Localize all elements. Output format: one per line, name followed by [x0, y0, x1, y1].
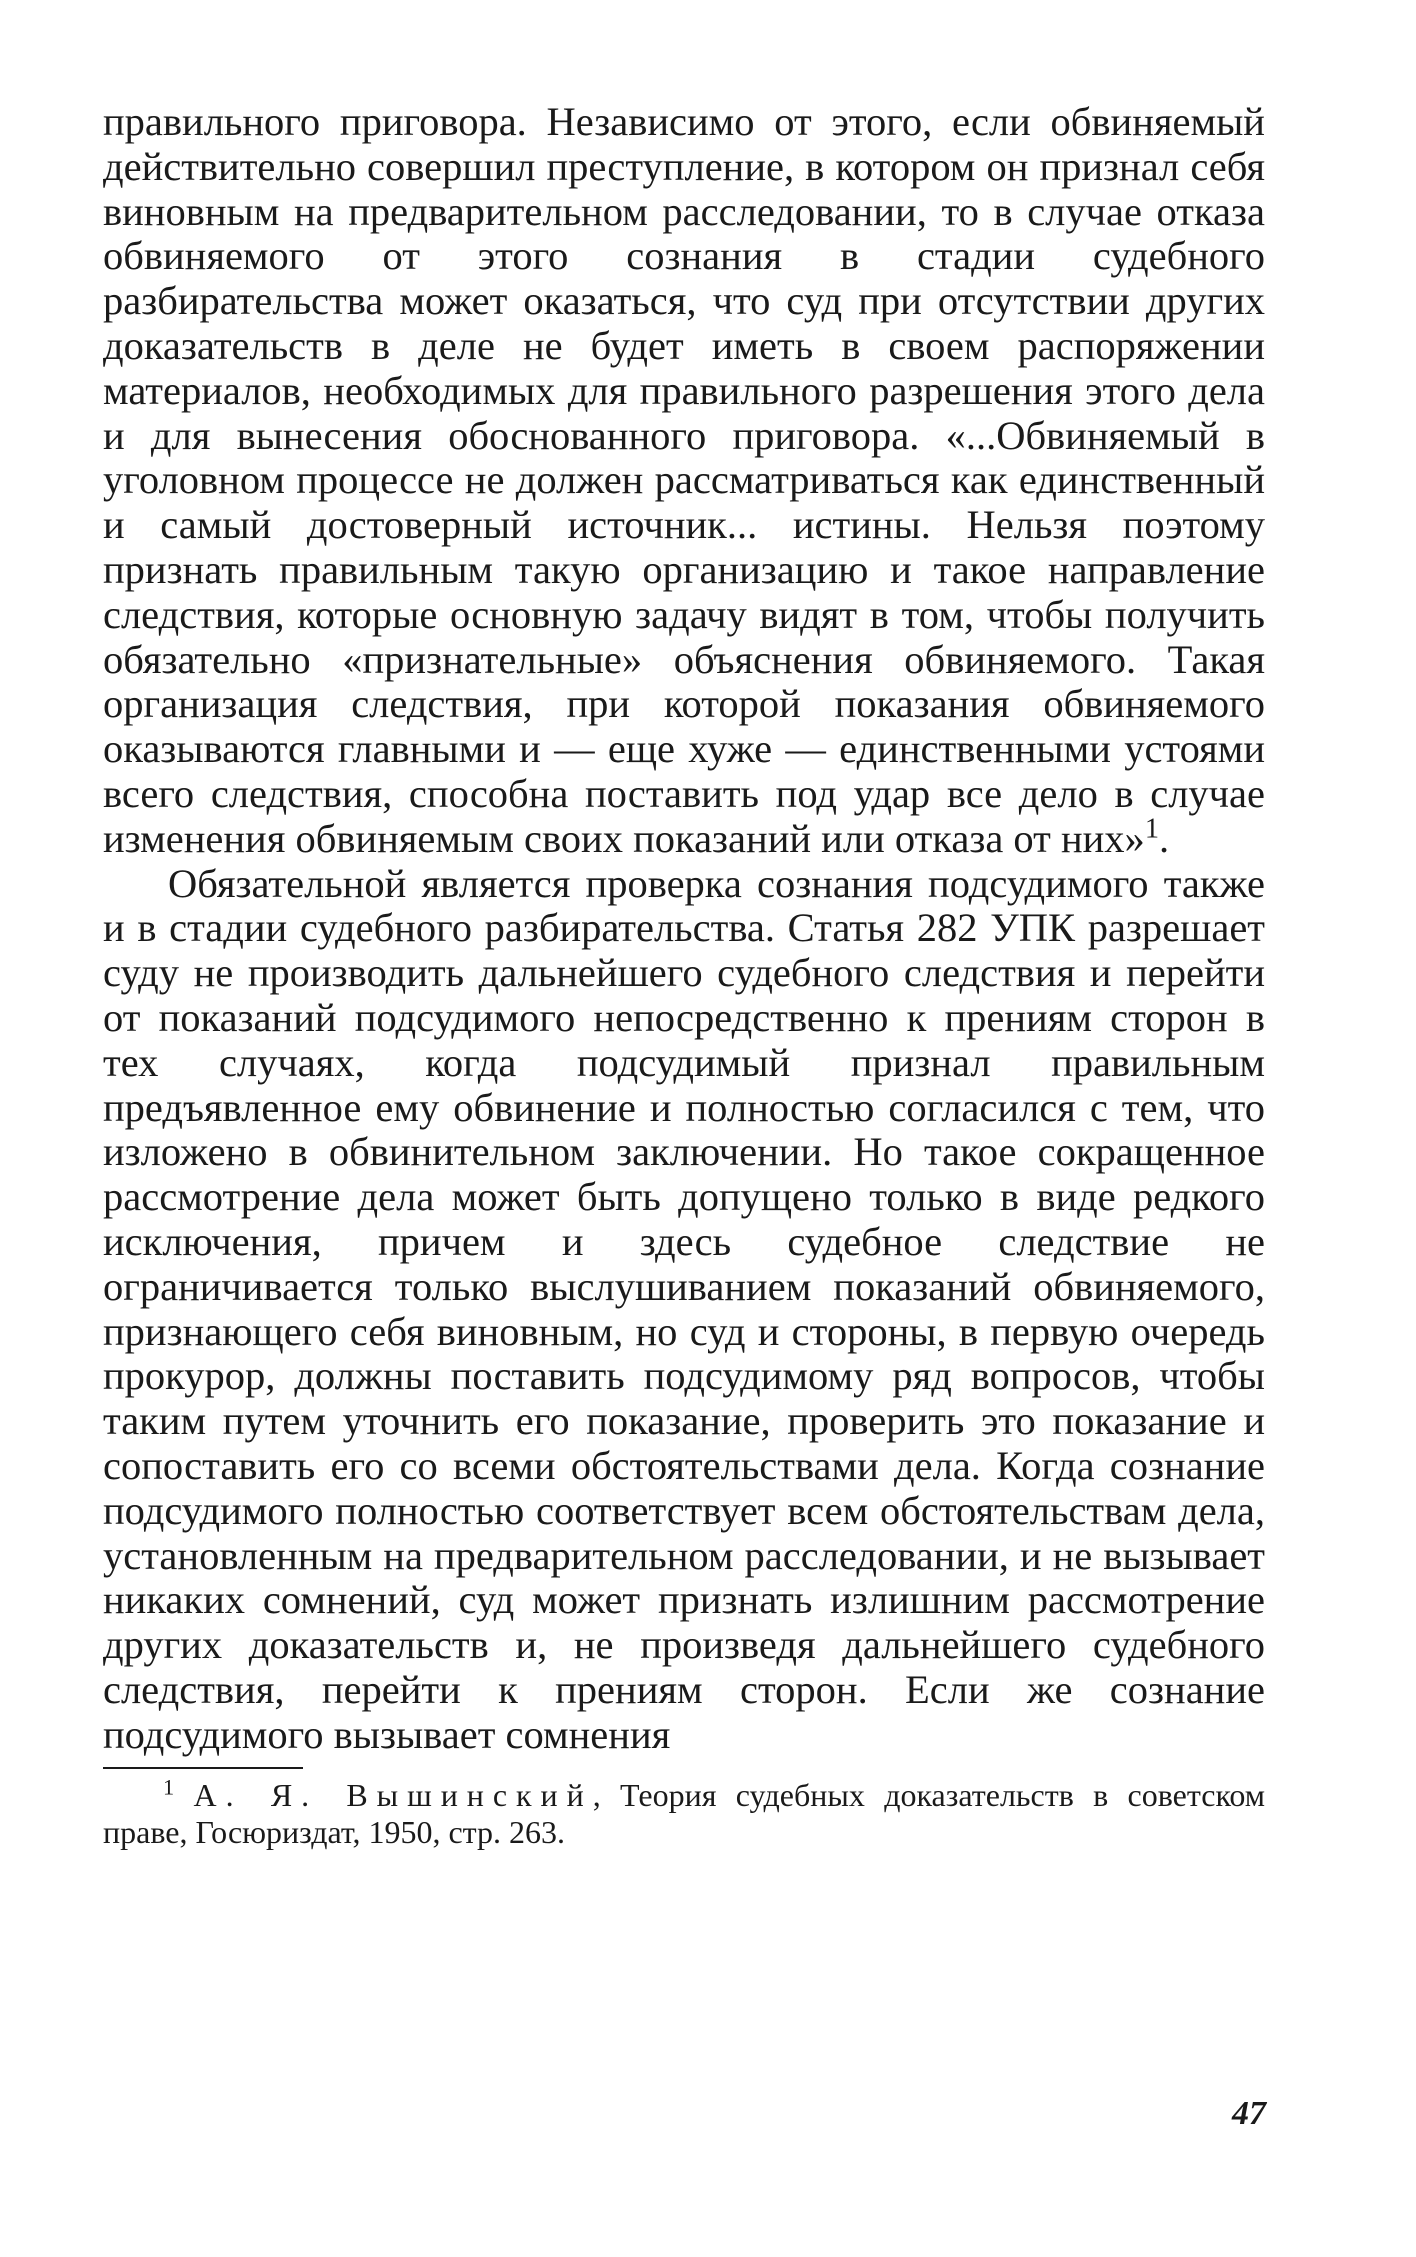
footnote-number: 1 [163, 1774, 175, 1800]
page-number: 47 [1232, 2095, 1266, 2132]
footnote-author: А. Я. Вышинский [193, 1777, 593, 1814]
footnote-reference-suffix: . [1158, 815, 1170, 861]
paragraph-1 [103, 100, 1265, 862]
footnote-divider [103, 1767, 303, 1769]
book-page [103, 100, 1265, 1851]
paragraph-2 [103, 862, 1265, 1758]
footnote-text: , Теория судебных доказательств в советском праве, Госюриздат, 1950, стр. 263. [103, 1777, 1266, 1851]
footnote [103, 1774, 1266, 1851]
paragraph-2-text: Обязательной является проверка сознания подсудимого также и в стадии судебного разбирательства. Статья 282 УПК разрешает суду не производить дальнейшего судебного следствия и перейти от показаний подсудимого непосредственно к прениям сторон в тех случаях, когда подсудимый признал правильным предъявленное ему обвинение и полностью согласился с тем, что изложено в обвинительном заключении. Но такое сокращенное рассмотрение дела может быть допущено только в виде редкого исключения, причем и здесь судебное следствие не ограничивается только выслушиванием показаний обвиняемого, признающего себя виновным, но суд и стороны, в первую очередь прокурор, должны поставить подсудимому ряд вопросов, чтобы таким путем уточнить его показание, проверить это показание и сопоставить его со всеми обстоятельствами дела. Когда сознание подсудимого полностью соответствует всем обстоятельствам дела, установленным на предварительном расследовании, и не вызывает никаких сомнений, суд может признать излишним рассмотрение других доказательств и, не произведя дальнейшего судебного следствия, перейти к прениям сторон. Если же сознание подсудимого вызывает сомнения [103, 860, 1265, 1757]
footnote-reference: 1 [1144, 813, 1159, 845]
paragraph-1-text: правильного приговора. Независимо от этого, если обвиняемый действительно совершил преступление, в котором он признал себя виновным на предварительном расследовании, то в случае отказа обвиняемого от этого сознания в стадии судебного разбирательства может оказаться, что суд при отсутствии других доказательств в деле не будет иметь в своем распоряжении материалов, необходимых для правильного разрешения этого дела и для вынесения обоснованного приговора. «...Обвиняемый в уголовном процессе не должен рассматриваться как единственный и самый достоверный источник... истины. Нельзя поэтому признать правильным такую организацию и такое направление следствия, которые основную задачу видят в том, чтобы получить обязательно «признательные» объяснения обвиняемого. Такая организация следствия, при которой показания обвиняемого оказываются главными и — еще хуже — единственными устоями всего следствия, способна поставить под удар все дело в случае изменения обвиняемым своих показаний или отказа от них» [103, 99, 1265, 861]
